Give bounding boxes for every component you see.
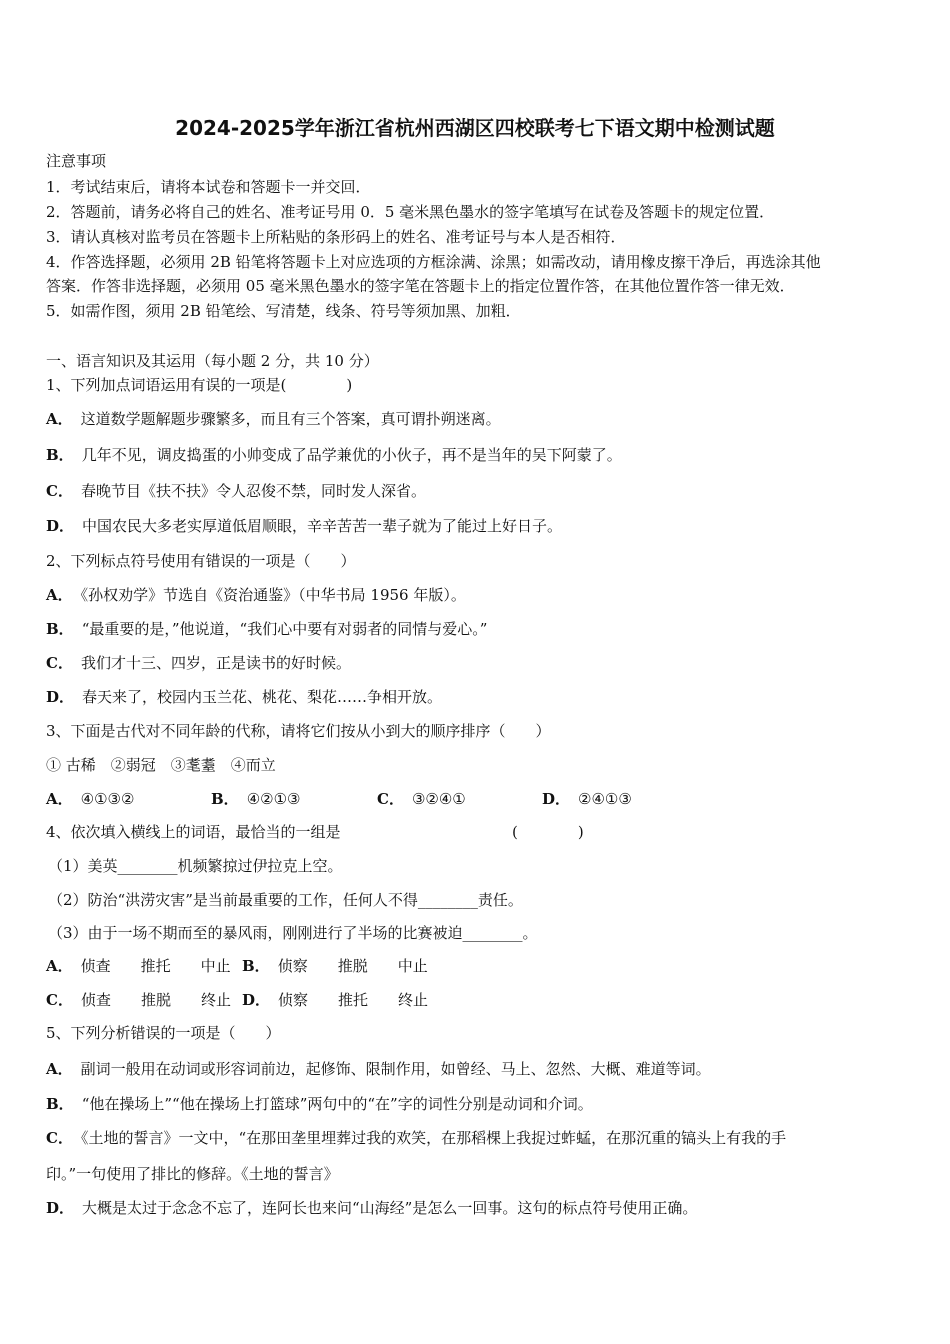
option-label: A．: [46, 790, 73, 808]
option-text: 侦查 推脱 终止: [80, 991, 231, 1009]
q5-option-d: [46, 1198, 697, 1218]
option-text: ④②①③: [246, 790, 301, 808]
option-label: B．: [46, 1095, 74, 1113]
option-text: ③②④①: [411, 790, 466, 808]
option-label: D．: [542, 790, 571, 808]
q1-option-b: [46, 445, 622, 465]
question-4-stem: 4、依次填入横线上的词语，最恰当的一组是: [46, 823, 341, 841]
notice-item: 2．答题前，请务必将自己的姓名、准考证号用 0．5 毫米黑色墨水的签字笔填写在试卷及答题卡的规定位置．: [46, 203, 775, 221]
q1-option-c: [46, 481, 426, 501]
question-5-stem: 5、下列分析错误的一项是（ ）: [46, 1024, 281, 1042]
q2-option-d: [46, 687, 442, 707]
section-heading: 一、语言知识及其运用（每小题 2 分，共 10 分）: [46, 352, 379, 370]
option-label: B．: [211, 790, 239, 808]
option-text: 侦察 推脱 中止: [277, 957, 428, 975]
q4-sentence: （2）防治“洪涝灾害”是当前最重要的工作，任何人不得________责任。: [48, 891, 523, 909]
option-label: D．: [242, 991, 271, 1009]
option-text: 印。”一句使用了排比的修辞。《土地的誓言》: [46, 1165, 339, 1183]
option-text: 《土地的誓言》一文中，“在那田垄里埋葬过我的欢笑，在那稻棵上我捉过蚱蜢，在那沉重的镐头上有我的手: [80, 1129, 787, 1147]
option-label: D．: [46, 688, 75, 706]
option-text: 副词一般用在动词或形容词前边，起修饰、限制作用，如曾经、马上、忽然、大概、难道等词。: [80, 1060, 711, 1078]
q4-sentence: （3）由于一场不期而至的暴风雨，刚刚进行了半场的比赛被迫________。: [48, 924, 538, 942]
q5-option-c-continued: [46, 1164, 339, 1184]
option-text: 侦察 推托 终止: [278, 991, 429, 1009]
notice-item: 5．如需作图，须用 2B 铅笔绘、写清楚，线条、符号等须加黑、加粗．: [46, 302, 521, 320]
option-text: ②④①③: [578, 790, 632, 808]
q3-choice-a: [46, 789, 134, 809]
question-2-stem: 2、下列标点符号使用有错误的一项是（ ）: [46, 552, 356, 570]
notice-heading: 注意事项: [46, 152, 107, 170]
option-text: 大概是太过于念念不忘了，连阿长也来问“山海经”是怎么一回事。这句的标点符号使用正确。: [82, 1199, 698, 1217]
q4-option-d: [242, 990, 428, 1010]
option-text: 我们才十三、四岁，正是读书的好时候。: [80, 654, 351, 672]
option-label: C．: [377, 790, 404, 808]
option-label: C．: [46, 991, 73, 1009]
notice-item: 4．作答选择题，必须用 2B 铅笔将答题卡上对应选项的方框涂满、涂黑；如需改动，请用橡皮擦干净后，再选涂其他: [46, 253, 821, 271]
option-text: 这道数学题解题步骤繁多，而且有三个答案，真可谓扑朔迷离。: [80, 410, 501, 428]
q2-option-a: [46, 585, 466, 605]
option-label: C．: [46, 1129, 73, 1147]
option-label: C．: [46, 654, 73, 672]
q4-option-c: [46, 990, 231, 1010]
q3-choice-d: [542, 789, 632, 809]
q3-choice-c: [377, 789, 466, 809]
option-label: A．: [46, 410, 73, 428]
question-3-stem: 3、下面是古代对不同年龄的代称，请将它们按从小到大的顺序排序（ ）: [46, 722, 551, 740]
option-label: A．: [46, 1060, 73, 1078]
option-label: A．: [46, 586, 73, 604]
question-4-paren: ( ): [512, 823, 584, 841]
q2-option-c: [46, 653, 351, 673]
option-label: D．: [46, 517, 75, 535]
q4-sentence: （1）美英________机频繁掠过伊拉克上空。: [48, 857, 343, 875]
notice-item: 3．请认真核对监考员在答题卡上所粘贴的条形码上的姓名、准考证号与本人是否相符．: [46, 228, 626, 246]
option-text: “他在操场上”“他在操场上打篮球”两句中的“在”字的词性分别是动词和介词。: [81, 1095, 593, 1113]
q5-option-c: [46, 1128, 786, 1148]
notice-item: 答案．作答非选择题，必须用 05 毫米黑色墨水的签字笔在答题卡上的指定位置作答，在其他位置作答一律无效．: [46, 277, 795, 295]
q1-option-a: [46, 409, 501, 429]
option-text: 中国农民大多老实厚道低眉顺眼，辛辛苦苦一辈子就为了能过上好日子。: [82, 517, 563, 535]
notice-item: 1．考试结束后，请将本试卷和答题卡一并交回．: [46, 178, 371, 196]
option-text: “最重要的是，”他说道，“我们心中要有对弱者的同情与爱心。”: [81, 620, 488, 638]
q2-option-b: [46, 619, 487, 639]
option-label: B．: [242, 957, 270, 975]
q4-option-a: [46, 956, 231, 976]
option-text: 春晚节目《扶不扶》令人忍俊不禁，同时发人深省。: [80, 482, 426, 500]
option-text: ④①③②: [80, 790, 135, 808]
option-label: A．: [46, 957, 73, 975]
option-label: B．: [46, 620, 74, 638]
q5-option-a: [46, 1059, 711, 1079]
option-label: D．: [46, 1199, 75, 1217]
option-label: B．: [46, 446, 74, 464]
option-text: 《孙权劝学》节选自《资治通鉴》（中华书局 1956 年版）。: [80, 586, 466, 604]
q5-option-b: [46, 1094, 593, 1114]
option-text: 几年不见，调皮捣蛋的小帅变成了品学兼优的小伙子，再不是当年的吴下阿蒙了。: [81, 446, 622, 464]
q3-choice-b: [211, 789, 300, 809]
question-1-stem: 1、下列加点词语运用有误的一项是( ): [46, 376, 353, 394]
q4-option-b: [242, 956, 428, 976]
option-label: C．: [46, 482, 73, 500]
q3-items: ① 古稀 ②弱冠 ③耄耋 ④而立: [46, 756, 276, 774]
option-text: 侦查 推托 中止: [80, 957, 231, 975]
option-text: 春天来了，校园内玉兰花、桃花、梨花……争相开放。: [82, 688, 443, 706]
q1-option-d: [46, 516, 562, 536]
page-title: 2024-2025学年浙江省杭州西湖区四校联考七下语文期中检测试题: [175, 116, 775, 140]
